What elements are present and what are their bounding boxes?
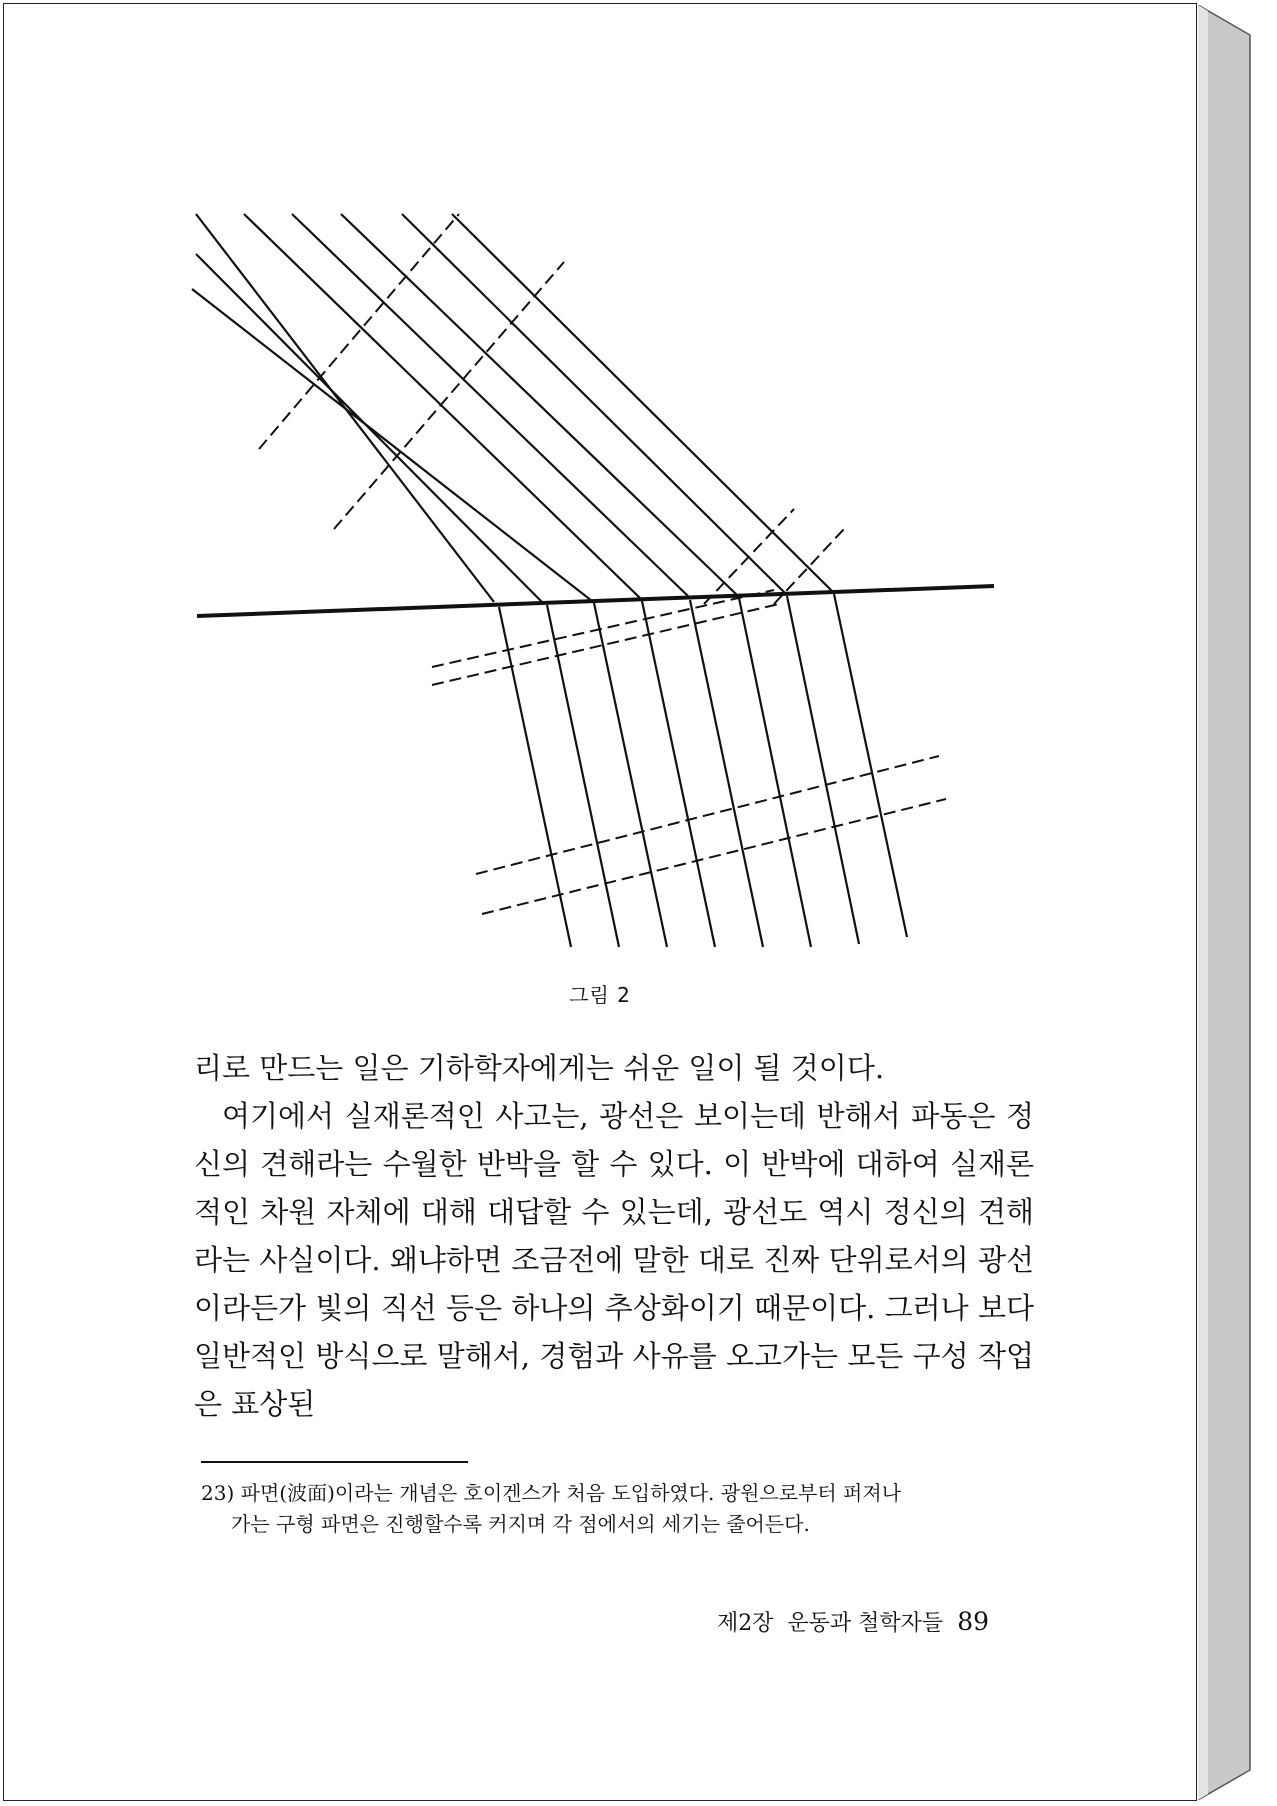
body-text <box>194 1044 1034 1428</box>
page-number: 89 <box>957 1607 989 1636</box>
footnote <box>201 1478 1031 1540</box>
incident-ray <box>341 214 737 595</box>
paragraph: 리로 만드는 일은 기하학자에게는 쉬운 일이 될 것이다. <box>194 1051 885 1085</box>
incident-ray <box>402 214 786 594</box>
incident-ray <box>292 214 689 597</box>
footnote-number: 23) <box>201 1481 235 1505</box>
book-page <box>3 3 1197 1801</box>
figure-caption: 그림 2 <box>569 983 631 1007</box>
page-stack-edge <box>1198 5 1252 1800</box>
footnote-divider <box>201 1461 468 1463</box>
refracted-ray <box>690 600 763 947</box>
chapter-title: 제2장 운동과 철학자들 <box>716 1611 944 1636</box>
refracted-ray <box>739 598 811 947</box>
footnote-line: 가는 구형 파면은 진행할수록 커지며 각 점에서의 세기는 줄어든다. <box>231 1512 810 1536</box>
refraction-wavefront-diagram <box>4 4 1198 964</box>
refracted-ray <box>787 596 859 944</box>
refracted-ray <box>594 603 667 947</box>
refracted-ray <box>642 601 715 947</box>
incident-wavefront <box>259 214 459 449</box>
refracted-wavefronts <box>432 590 946 914</box>
footnote-line: 파면(波面)이라는 개념은 호이겐스가 처음 도입하였다. 광원으로부터 퍼져나 <box>240 1481 902 1505</box>
running-footer <box>717 1606 989 1637</box>
refracted-ray <box>834 594 907 937</box>
incident-rays <box>192 214 834 602</box>
refracted-ray <box>499 607 571 947</box>
refracted-wavefront <box>476 756 939 874</box>
paragraph: 여기에서 실재론적인 사고는, 광선은 보이는데 반해서 파동은 정신의 견해라는 수월한 반박을 할 수 있다. 이 반박에 대하여 실재론적인 차원 자체에 대해 대답할 수 있는데, 광선도 역시 정신의 견해라는 사실이다. 왜냐하면 조금전에 말한 대로 진짜 단위로서의 광선이라든가 빛의 직선 등은 하나의 추상화이기 때문이다. 그러나 보다 일반적인 방식으로 말해서, 경험과 사유를 오고가는 모든 구성 작업은 표상된 <box>194 1099 1034 1421</box>
refracted-wavefront <box>432 604 779 685</box>
incident-ray <box>244 214 641 599</box>
